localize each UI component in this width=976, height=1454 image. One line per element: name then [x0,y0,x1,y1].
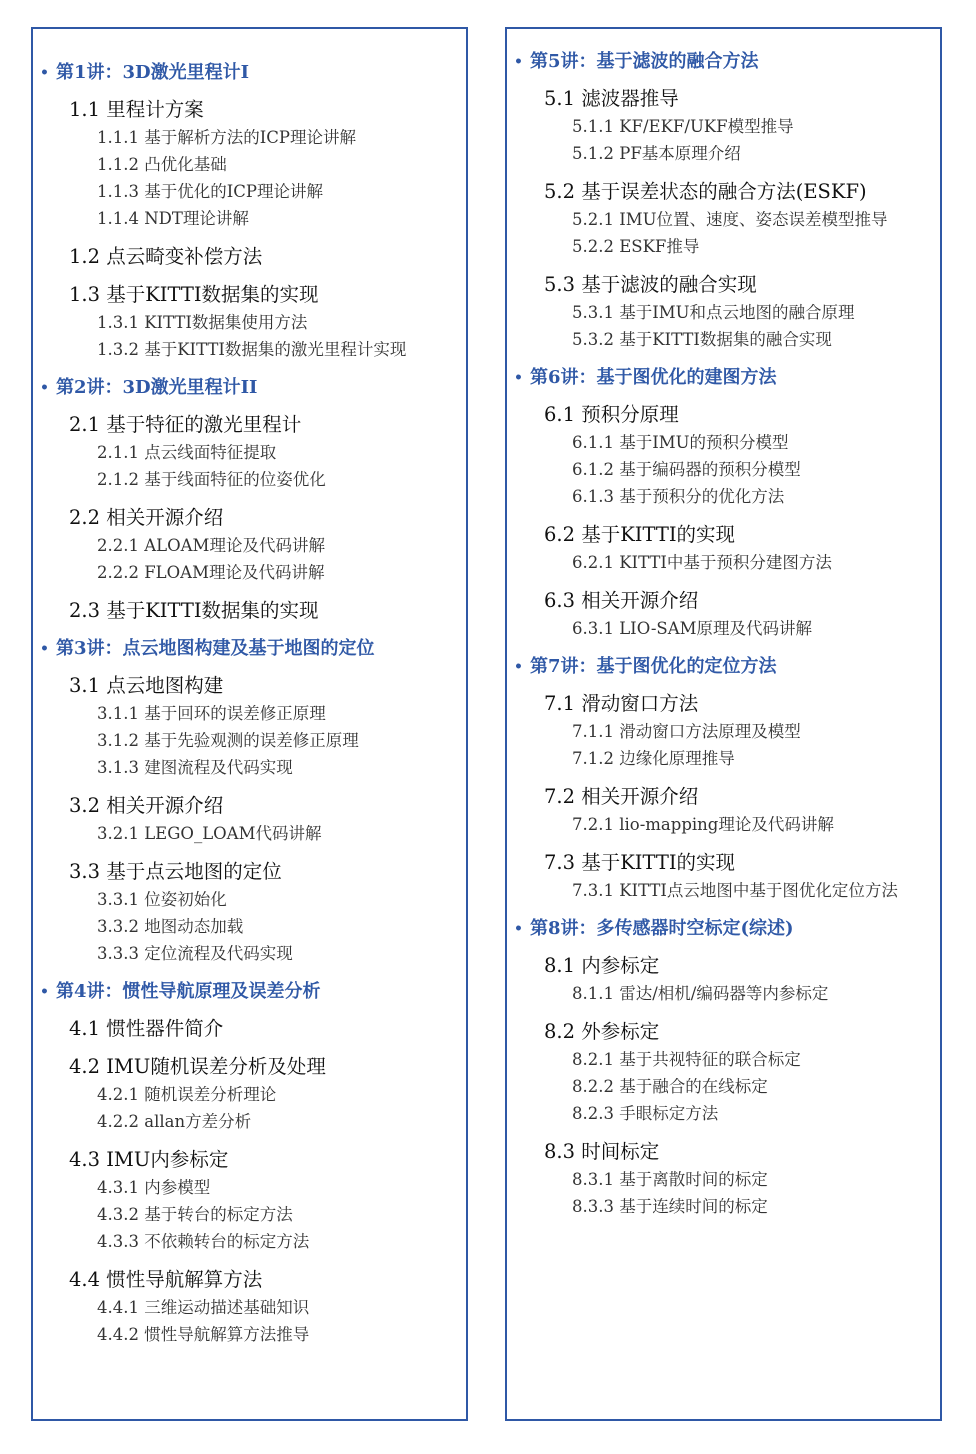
section-block [33,1267,466,1348]
chapter-heading [514,917,940,941]
chapter-title: 第3讲：点云地图构建及基于地图的定位 [55,638,375,659]
subsection-item: 7.3.1 KITTI点云地图中基于图优化定位方法 [572,881,898,900]
section-title: 4.1 惯性器件简介 [69,1017,224,1040]
section-block [507,402,940,510]
section-list [507,691,940,904]
subsection-item: 3.1.2 基于先验观测的误差修正原理 [97,731,359,750]
section-title: 3.3 基于点云地图的定位 [69,860,282,883]
section-title: 2.1 基于特征的激光里程计 [69,413,302,436]
subsection-list [507,877,940,904]
section-block [33,673,466,781]
chapter-heading [514,50,940,74]
bullet-icon: • [40,65,49,81]
subsection-item: 5.2.1 IMU位置、速度、姿态误差模型推导 [572,210,888,229]
section-title: 4.2 IMU随机误差分析及处理 [69,1055,326,1078]
subsection-list [507,1046,940,1127]
section-block [33,1054,466,1135]
section-block [507,1019,940,1127]
subsection-item: 1.1.4 NDT理论讲解 [97,209,249,228]
section-title: 8.1 内参标定 [544,954,660,977]
section-block [507,1139,940,1220]
subsection-list [33,1081,466,1135]
section-title: 5.3 基于滤波的融合实现 [544,273,757,296]
chapter-block [33,637,466,967]
subsection-item: 3.3.1 位姿初始化 [97,890,227,909]
chapter-heading [40,61,466,85]
chapter-block [33,376,466,624]
chapter-block [507,50,940,353]
section-block [33,505,466,586]
chapter-block [33,980,466,1348]
subsection-list [33,309,466,363]
subsection-item: 8.3.1 基于离散时间的标定 [572,1170,768,1189]
section-block [507,272,940,353]
section-block [33,412,466,493]
section-list [33,1016,466,1348]
subsection-item: 5.2.2 ESKF推导 [572,237,700,256]
left-outline-panel [31,27,468,1421]
section-title: 3.1 点云地图构建 [69,674,224,697]
subsection-item: 1.1.3 基于优化的ICP理论讲解 [97,182,323,201]
subsection-item: 6.3.1 LIO-SAM原理及代码讲解 [572,619,813,638]
chapter-title: 第4讲：惯性导航原理及误差分析 [55,981,321,1002]
chapter-block [507,655,940,904]
chapter-heading [514,366,940,390]
section-list [507,86,940,353]
chapter-heading [40,980,466,1004]
section-title: 4.4 惯性导航解算方法 [69,1268,263,1291]
subsection-item: 5.1.2 PF基本原理介绍 [572,144,741,163]
subsection-item: 1.1.2 凸优化基础 [97,155,227,174]
chapter-title: 第6讲：基于图优化的建图方法 [529,367,777,388]
section-block [507,179,940,260]
subsection-item: 6.2.1 KITTI中基于预积分建图方法 [572,553,832,572]
subsection-item: 4.2.1 随机误差分析理论 [97,1085,277,1104]
bullet-icon: • [40,380,49,396]
section-title: 1.1 里程计方案 [69,98,204,121]
section-block [33,244,466,270]
subsection-item: 2.1.2 基于线面特征的位姿优化 [97,470,326,489]
bullet-icon: • [514,659,523,675]
subsection-item: 2.1.1 点云线面特征提取 [97,443,277,462]
subsection-item: 4.4.2 惯性导航解算方法推导 [97,1325,310,1344]
section-list [507,953,940,1220]
bullet-icon: • [514,921,523,937]
subsection-list [33,820,466,847]
subsection-list [507,1166,940,1220]
subsection-item: 8.3.3 基于连续时间的标定 [572,1197,768,1216]
section-title: 8.2 外参标定 [544,1020,660,1043]
subsection-item: 6.1.1 基于IMU的预积分模型 [572,433,789,452]
section-list [33,412,466,624]
section-block [507,784,940,838]
section-block [33,1147,466,1255]
section-block [507,850,940,904]
section-block [33,1016,466,1042]
chapter-title: 第1讲：3D激光里程计I [55,62,250,83]
section-title: 2.3 基于KITTI数据集的实现 [69,599,319,622]
section-block [507,691,940,772]
subsection-list [33,886,466,967]
subsection-item: 1.1.1 基于解析方法的ICP理论讲解 [97,128,356,147]
bullet-icon: • [40,641,49,657]
section-title: 1.2 点云畸变补偿方法 [69,245,263,268]
chapter-block [507,366,940,642]
section-title: 3.2 相关开源介绍 [69,794,224,817]
section-list [507,402,940,642]
section-block [33,97,466,232]
chapter-title: 第8讲：多传感器时空标定(综述) [529,918,794,939]
subsection-list [507,615,940,642]
subsection-list [507,429,940,510]
bullet-icon: • [40,984,49,1000]
subsection-item: 4.3.3 不依赖转台的标定方法 [97,1232,310,1251]
subsection-item: 5.3.1 基于IMU和点云地图的融合原理 [572,303,855,322]
chapter-heading [514,655,940,679]
section-title: 6.3 相关开源介绍 [544,589,699,612]
subsection-item: 6.1.2 基于编码器的预积分模型 [572,460,801,479]
subsection-item: 4.3.1 内参模型 [97,1178,211,1197]
subsection-item: 6.1.3 基于预积分的优化方法 [572,487,785,506]
subsection-item: 1.3.2 基于KITTI数据集的激光里程计实现 [97,340,407,359]
subsection-list [507,811,940,838]
subsection-list [33,124,466,232]
subsection-item: 8.2.2 基于融合的在线标定 [572,1077,768,1096]
subsection-item: 7.1.2 边缘化原理推导 [572,749,735,768]
subsection-list [33,439,466,493]
subsection-item: 4.4.1 三维运动描述基础知识 [97,1298,310,1317]
subsection-item: 5.3.2 基于KITTI数据集的融合实现 [572,330,832,349]
section-block [33,859,466,967]
section-title: 1.3 基于KITTI数据集的实现 [69,283,319,306]
subsection-list [507,299,940,353]
section-block [33,793,466,847]
subsection-item: 4.3.2 基于转台的标定方法 [97,1205,293,1224]
section-title: 2.2 相关开源介绍 [69,506,224,529]
subsection-list [507,718,940,772]
subsection-item: 1.3.1 KITTI数据集使用方法 [97,313,308,332]
chapter-heading [40,637,466,661]
bullet-icon: • [514,54,523,70]
chapter-list [507,50,940,1220]
subsection-item: 3.3.3 定位流程及代码实现 [97,944,293,963]
section-title: 7.1 滑动窗口方法 [544,692,699,715]
chapter-block [33,61,466,363]
subsection-item: 2.2.1 ALOAM理论及代码讲解 [97,536,325,555]
section-title: 7.3 基于KITTI的实现 [544,851,736,874]
subsection-item: 3.1.3 建图流程及代码实现 [97,758,293,777]
subsection-item: 8.1.1 雷达/相机/编码器等内参标定 [572,984,829,1003]
subsection-list [507,549,940,576]
subsection-item: 5.1.1 KF/EKF/UKF模型推导 [572,117,794,136]
chapter-list [33,61,466,1348]
subsection-item: 3.2.1 LEGO_LOAM代码讲解 [97,824,322,843]
subsection-item: 7.2.1 lio-mapping理论及代码讲解 [572,815,834,834]
section-title: 4.3 IMU内参标定 [69,1148,229,1171]
chapter-title: 第2讲：3D激光里程计II [55,377,258,398]
subsection-list [507,206,940,260]
subsection-list [33,532,466,586]
subsection-item: 3.1.1 基于回环的误差修正原理 [97,704,326,723]
section-title: 6.2 基于KITTI的实现 [544,523,736,546]
subsection-item: 2.2.2 FLOAM理论及代码讲解 [97,563,325,582]
subsection-item: 7.1.1 滑动窗口方法原理及模型 [572,722,801,741]
subsection-item: 8.2.3 手眼标定方法 [572,1104,719,1123]
section-block [507,522,940,576]
section-title: 6.1 预积分原理 [544,403,679,426]
subsection-list [33,1174,466,1255]
subsection-item: 3.3.2 地图动态加载 [97,917,244,936]
section-title: 5.2 基于误差状态的融合方法(ESKF) [544,180,867,203]
chapter-title: 第7讲：基于图优化的定位方法 [529,656,777,677]
subsection-list [33,700,466,781]
bullet-icon: • [514,370,523,386]
subsection-list [507,980,940,1007]
section-block [507,86,940,167]
section-list [33,97,466,363]
section-list [33,673,466,967]
section-title: 8.3 时间标定 [544,1140,660,1163]
section-title: 5.1 滤波器推导 [544,87,679,110]
chapter-heading [40,376,466,400]
chapter-title: 第5讲：基于滤波的融合方法 [529,51,759,72]
section-block [507,953,940,1007]
section-block [507,588,940,642]
subsection-list [33,1294,466,1348]
right-outline-panel [505,27,942,1421]
section-title: 7.2 相关开源介绍 [544,785,699,808]
chapter-block [507,917,940,1220]
subsection-item: 4.2.2 allan方差分析 [97,1112,252,1131]
section-block [33,282,466,363]
section-block [33,598,466,624]
subsection-list [507,113,940,167]
subsection-item: 8.2.1 基于共视特征的联合标定 [572,1050,801,1069]
